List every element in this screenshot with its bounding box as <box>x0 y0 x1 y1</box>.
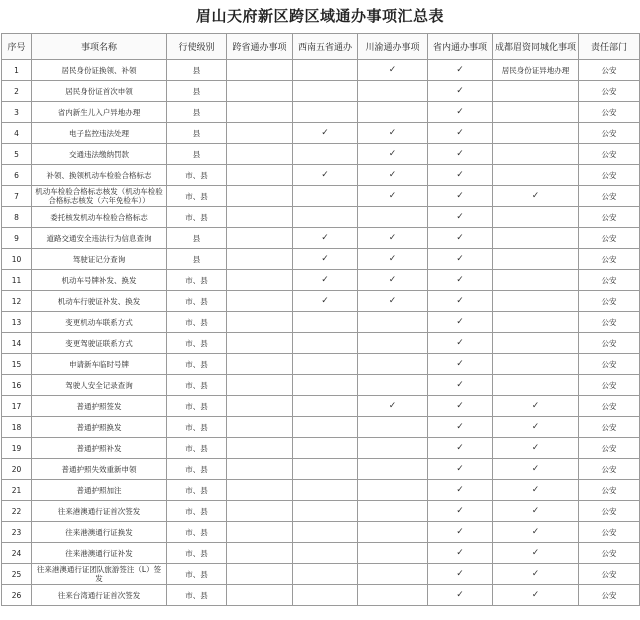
level-cell: 县 <box>167 249 227 270</box>
name-cell: 交通违法缴纳罚款 <box>32 144 167 165</box>
seq-cell: 11 <box>2 270 32 291</box>
table-row <box>2 144 640 165</box>
seq-cell: 14 <box>2 333 32 354</box>
seq-cell: 13 <box>2 312 32 333</box>
southwest-cell: ✓ <box>293 165 358 186</box>
level-cell: 市、县 <box>167 354 227 375</box>
chengdu-meizi-cell <box>493 207 579 228</box>
southwest-cell <box>293 396 358 417</box>
seq-cell: 21 <box>2 480 32 501</box>
cross-province-cell <box>227 333 293 354</box>
in-province-cell: ✓ <box>428 585 493 606</box>
cross-province-cell <box>227 207 293 228</box>
table-row <box>2 102 640 123</box>
cross-province-cell <box>227 228 293 249</box>
cross-province-cell <box>227 312 293 333</box>
chengdu-meizi-cell: ✓ <box>493 501 579 522</box>
dept-cell: 公安 <box>579 543 640 564</box>
in-province-cell: ✓ <box>428 417 493 438</box>
name-cell: 往来港澳通行证换发 <box>32 522 167 543</box>
southwest-cell <box>293 480 358 501</box>
seq-cell: 17 <box>2 396 32 417</box>
southwest-cell <box>293 543 358 564</box>
southwest-cell: ✓ <box>293 123 358 144</box>
seq-cell: 25 <box>2 564 32 585</box>
name-cell: 往来港澳通行证首次签发 <box>32 501 167 522</box>
name-cell: 机动车检验合格标志核发（机动车检验合格标志核发（六年免检车）） <box>32 186 167 207</box>
in-province-cell: ✓ <box>428 438 493 459</box>
southwest-cell <box>293 354 358 375</box>
dept-cell: 公安 <box>579 228 640 249</box>
cross-province-cell <box>227 270 293 291</box>
level-cell: 市、县 <box>167 375 227 396</box>
table-row <box>2 123 640 144</box>
dept-cell: 公安 <box>579 291 640 312</box>
in-province-cell: ✓ <box>428 165 493 186</box>
col-header-level: 行使级别 <box>167 34 227 60</box>
cross-province-cell <box>227 165 293 186</box>
level-cell: 县 <box>167 123 227 144</box>
cross-province-cell <box>227 291 293 312</box>
table-row <box>2 207 640 228</box>
dept-cell: 公安 <box>579 207 640 228</box>
sichuan-chongqing-cell: ✓ <box>358 165 428 186</box>
seq-cell: 19 <box>2 438 32 459</box>
in-province-cell: ✓ <box>428 501 493 522</box>
in-province-cell: ✓ <box>428 60 493 81</box>
in-province-cell: ✓ <box>428 186 493 207</box>
level-cell: 县 <box>167 81 227 102</box>
cross-province-cell <box>227 564 293 585</box>
sichuan-chongqing-cell: ✓ <box>358 396 428 417</box>
in-province-cell: ✓ <box>428 81 493 102</box>
table-row <box>2 585 640 606</box>
dept-cell: 公安 <box>579 144 640 165</box>
southwest-cell: ✓ <box>293 291 358 312</box>
dept-cell: 公安 <box>579 81 640 102</box>
sichuan-chongqing-cell <box>358 438 428 459</box>
name-cell: 机动车行驶证补发、换发 <box>32 291 167 312</box>
dept-cell: 公安 <box>579 417 640 438</box>
seq-cell: 10 <box>2 249 32 270</box>
chengdu-meizi-cell <box>493 81 579 102</box>
chengdu-meizi-cell <box>493 270 579 291</box>
cross-province-cell <box>227 81 293 102</box>
table-row <box>2 249 640 270</box>
cross-province-cell <box>227 396 293 417</box>
level-cell: 市、县 <box>167 396 227 417</box>
col-header-cross-province: 跨省通办事项 <box>227 34 293 60</box>
cross-province-cell <box>227 249 293 270</box>
name-cell: 补领、换领机动车检验合格标志 <box>32 165 167 186</box>
southwest-cell <box>293 522 358 543</box>
chengdu-meizi-cell <box>493 312 579 333</box>
southwest-cell <box>293 417 358 438</box>
cross-province-cell <box>227 480 293 501</box>
in-province-cell: ✓ <box>428 270 493 291</box>
name-cell: 居民身份证首次申领 <box>32 81 167 102</box>
col-header-name: 事项名称 <box>32 34 167 60</box>
name-cell: 变更机动车联系方式 <box>32 312 167 333</box>
level-cell: 市、县 <box>167 207 227 228</box>
sichuan-chongqing-cell: ✓ <box>358 144 428 165</box>
chengdu-meizi-cell: ✓ <box>493 522 579 543</box>
level-cell: 市、县 <box>167 585 227 606</box>
table-row <box>2 564 640 585</box>
chengdu-meizi-cell: ✓ <box>493 186 579 207</box>
chengdu-meizi-cell: ✓ <box>493 417 579 438</box>
name-cell: 申请新车临时号牌 <box>32 354 167 375</box>
chengdu-meizi-cell <box>493 333 579 354</box>
chengdu-meizi-cell <box>493 144 579 165</box>
seq-cell: 1 <box>2 60 32 81</box>
table-row <box>2 480 640 501</box>
in-province-cell: ✓ <box>428 543 493 564</box>
in-province-cell: ✓ <box>428 291 493 312</box>
cross-province-cell <box>227 375 293 396</box>
name-cell: 道路交通安全违法行为信息查询 <box>32 228 167 249</box>
chengdu-meizi-cell: ✓ <box>493 480 579 501</box>
name-cell: 普通护照签发 <box>32 396 167 417</box>
table-row <box>2 312 640 333</box>
cross-province-cell <box>227 417 293 438</box>
table-row <box>2 417 640 438</box>
southwest-cell <box>293 438 358 459</box>
seq-cell: 15 <box>2 354 32 375</box>
chengdu-meizi-cell: ✓ <box>493 564 579 585</box>
cross-province-cell <box>227 459 293 480</box>
col-header-southwest: 西南五省通办 <box>293 34 358 60</box>
sichuan-chongqing-cell <box>358 417 428 438</box>
sichuan-chongqing-cell <box>358 459 428 480</box>
southwest-cell <box>293 102 358 123</box>
level-cell: 市、县 <box>167 543 227 564</box>
table-row <box>2 228 640 249</box>
table-row <box>2 333 640 354</box>
chengdu-meizi-cell <box>493 354 579 375</box>
dept-cell: 公安 <box>579 102 640 123</box>
chengdu-meizi-cell <box>493 375 579 396</box>
seq-cell: 9 <box>2 228 32 249</box>
seq-cell: 7 <box>2 186 32 207</box>
cross-province-cell <box>227 543 293 564</box>
level-cell: 市、县 <box>167 459 227 480</box>
table-row <box>2 291 640 312</box>
seq-cell: 3 <box>2 102 32 123</box>
seq-cell: 6 <box>2 165 32 186</box>
dept-cell: 公安 <box>579 333 640 354</box>
southwest-cell <box>293 312 358 333</box>
table-row <box>2 354 640 375</box>
sichuan-chongqing-cell <box>358 501 428 522</box>
dept-cell: 公安 <box>579 396 640 417</box>
seq-cell: 22 <box>2 501 32 522</box>
level-cell: 县 <box>167 228 227 249</box>
table-row <box>2 375 640 396</box>
name-cell: 委托核发机动车检验合格标志 <box>32 207 167 228</box>
chengdu-meizi-cell <box>493 102 579 123</box>
chengdu-meizi-cell: ✓ <box>493 585 579 606</box>
dept-cell: 公安 <box>579 60 640 81</box>
southwest-cell: ✓ <box>293 270 358 291</box>
sichuan-chongqing-cell <box>358 207 428 228</box>
in-province-cell: ✓ <box>428 102 493 123</box>
cross-province-cell <box>227 123 293 144</box>
sichuan-chongqing-cell <box>358 543 428 564</box>
southwest-cell <box>293 81 358 102</box>
sichuan-chongqing-cell <box>358 81 428 102</box>
cross-province-cell <box>227 585 293 606</box>
southwest-cell <box>293 501 358 522</box>
items-table <box>1 33 640 606</box>
chengdu-meizi-cell: 居民身份证异地办理 <box>493 60 579 81</box>
sichuan-chongqing-cell: ✓ <box>358 270 428 291</box>
page-title: 眉山天府新区跨区域通办事项汇总表 <box>195 7 444 25</box>
level-cell: 县 <box>167 60 227 81</box>
seq-cell: 18 <box>2 417 32 438</box>
dept-cell: 公安 <box>579 375 640 396</box>
level-cell: 市、县 <box>167 480 227 501</box>
cross-province-cell <box>227 438 293 459</box>
seq-cell: 26 <box>2 585 32 606</box>
name-cell: 往来港澳通行证补发 <box>32 543 167 564</box>
name-cell: 往来台湾通行证首次签发 <box>32 585 167 606</box>
seq-cell: 24 <box>2 543 32 564</box>
chengdu-meizi-cell: ✓ <box>493 396 579 417</box>
in-province-cell: ✓ <box>428 312 493 333</box>
name-cell: 驾驶人安全记录查询 <box>32 375 167 396</box>
seq-cell: 23 <box>2 522 32 543</box>
cross-province-cell <box>227 60 293 81</box>
sichuan-chongqing-cell <box>358 312 428 333</box>
dept-cell: 公安 <box>579 522 640 543</box>
dept-cell: 公安 <box>579 270 640 291</box>
name-cell: 居民身份证换领、补领 <box>32 60 167 81</box>
level-cell: 市、县 <box>167 291 227 312</box>
cross-province-cell <box>227 144 293 165</box>
dept-cell: 公安 <box>579 585 640 606</box>
table-row <box>2 522 640 543</box>
southwest-cell <box>293 459 358 480</box>
cross-province-cell <box>227 354 293 375</box>
name-cell: 普通护照失效重新申领 <box>32 459 167 480</box>
seq-cell: 20 <box>2 459 32 480</box>
level-cell: 县 <box>167 144 227 165</box>
southwest-cell <box>293 186 358 207</box>
table-row <box>2 396 640 417</box>
chengdu-meizi-cell: ✓ <box>493 438 579 459</box>
name-cell: 驾驶证记分查询 <box>32 249 167 270</box>
in-province-cell: ✓ <box>428 396 493 417</box>
southwest-cell <box>293 564 358 585</box>
in-province-cell: ✓ <box>428 207 493 228</box>
level-cell: 市、县 <box>167 186 227 207</box>
southwest-cell <box>293 207 358 228</box>
table-row <box>2 543 640 564</box>
sichuan-chongqing-cell: ✓ <box>358 60 428 81</box>
chengdu-meizi-cell <box>493 228 579 249</box>
col-header-chengdu-meizi: 成都眉资同城化事项 <box>493 34 579 60</box>
sichuan-chongqing-cell: ✓ <box>358 228 428 249</box>
table-row <box>2 81 640 102</box>
sichuan-chongqing-cell: ✓ <box>358 249 428 270</box>
southwest-cell: ✓ <box>293 249 358 270</box>
southwest-cell <box>293 375 358 396</box>
col-header-dept: 责任部门 <box>579 34 640 60</box>
dept-cell: 公安 <box>579 480 640 501</box>
dept-cell: 公安 <box>579 459 640 480</box>
chengdu-meizi-cell <box>493 249 579 270</box>
level-cell: 市、县 <box>167 438 227 459</box>
chengdu-meizi-cell <box>493 123 579 144</box>
cross-province-cell <box>227 102 293 123</box>
dept-cell: 公安 <box>579 501 640 522</box>
seq-cell: 12 <box>2 291 32 312</box>
table-row <box>2 186 640 207</box>
name-cell: 普通护照加注 <box>32 480 167 501</box>
cross-province-cell <box>227 186 293 207</box>
table-row <box>2 270 640 291</box>
in-province-cell: ✓ <box>428 228 493 249</box>
seq-cell: 4 <box>2 123 32 144</box>
level-cell: 市、县 <box>167 165 227 186</box>
dept-cell: 公安 <box>579 312 640 333</box>
in-province-cell: ✓ <box>428 333 493 354</box>
in-province-cell: ✓ <box>428 144 493 165</box>
name-cell: 电子监控违法处理 <box>32 123 167 144</box>
seq-cell: 2 <box>2 81 32 102</box>
seq-cell: 16 <box>2 375 32 396</box>
dept-cell: 公安 <box>579 564 640 585</box>
sichuan-chongqing-cell <box>358 585 428 606</box>
chengdu-meizi-cell: ✓ <box>493 543 579 564</box>
in-province-cell: ✓ <box>428 564 493 585</box>
sichuan-chongqing-cell <box>358 564 428 585</box>
in-province-cell: ✓ <box>428 480 493 501</box>
sichuan-chongqing-cell: ✓ <box>358 123 428 144</box>
southwest-cell <box>293 144 358 165</box>
dept-cell: 公安 <box>579 123 640 144</box>
sichuan-chongqing-cell <box>358 354 428 375</box>
name-cell: 往来港澳通行证团队旅游签注（L）签发 <box>32 564 167 585</box>
sichuan-chongqing-cell <box>358 375 428 396</box>
sichuan-chongqing-cell <box>358 480 428 501</box>
sichuan-chongqing-cell: ✓ <box>358 186 428 207</box>
level-cell: 市、县 <box>167 270 227 291</box>
table-row <box>2 438 640 459</box>
col-header-sichuan-chongqing: 川渝通办事项 <box>358 34 428 60</box>
seq-cell: 5 <box>2 144 32 165</box>
sichuan-chongqing-cell <box>358 522 428 543</box>
sichuan-chongqing-cell <box>358 102 428 123</box>
level-cell: 县 <box>167 102 227 123</box>
chengdu-meizi-cell <box>493 291 579 312</box>
in-province-cell: ✓ <box>428 249 493 270</box>
in-province-cell: ✓ <box>428 123 493 144</box>
dept-cell: 公安 <box>579 186 640 207</box>
in-province-cell: ✓ <box>428 459 493 480</box>
southwest-cell <box>293 60 358 81</box>
level-cell: 市、县 <box>167 522 227 543</box>
southwest-cell <box>293 333 358 354</box>
level-cell: 市、县 <box>167 417 227 438</box>
table-row <box>2 165 640 186</box>
cross-province-cell <box>227 501 293 522</box>
chengdu-meizi-cell <box>493 165 579 186</box>
dept-cell: 公安 <box>579 249 640 270</box>
level-cell: 市、县 <box>167 333 227 354</box>
in-province-cell: ✓ <box>428 354 493 375</box>
dept-cell: 公安 <box>579 438 640 459</box>
in-province-cell: ✓ <box>428 375 493 396</box>
seq-cell: 8 <box>2 207 32 228</box>
sichuan-chongqing-cell: ✓ <box>358 291 428 312</box>
name-cell: 机动车号牌补发、换发 <box>32 270 167 291</box>
col-header-seq: 序号 <box>2 34 32 60</box>
sichuan-chongqing-cell <box>358 333 428 354</box>
name-cell: 省内新生儿入户异地办理 <box>32 102 167 123</box>
table-body <box>2 60 640 606</box>
col-header-in-province: 省内通办事项 <box>428 34 493 60</box>
chengdu-meizi-cell: ✓ <box>493 459 579 480</box>
dept-cell: 公安 <box>579 354 640 375</box>
cross-province-cell <box>227 522 293 543</box>
name-cell: 变更驾驶证联系方式 <box>32 333 167 354</box>
dept-cell: 公安 <box>579 165 640 186</box>
level-cell: 市、县 <box>167 312 227 333</box>
name-cell: 普通护照补发 <box>32 438 167 459</box>
table-row <box>2 501 640 522</box>
header-row <box>2 34 640 60</box>
level-cell: 市、县 <box>167 501 227 522</box>
table-row <box>2 459 640 480</box>
table-row <box>2 60 640 81</box>
name-cell: 普通护照换发 <box>32 417 167 438</box>
southwest-cell <box>293 585 358 606</box>
in-province-cell: ✓ <box>428 522 493 543</box>
southwest-cell: ✓ <box>293 228 358 249</box>
level-cell: 市、县 <box>167 564 227 585</box>
